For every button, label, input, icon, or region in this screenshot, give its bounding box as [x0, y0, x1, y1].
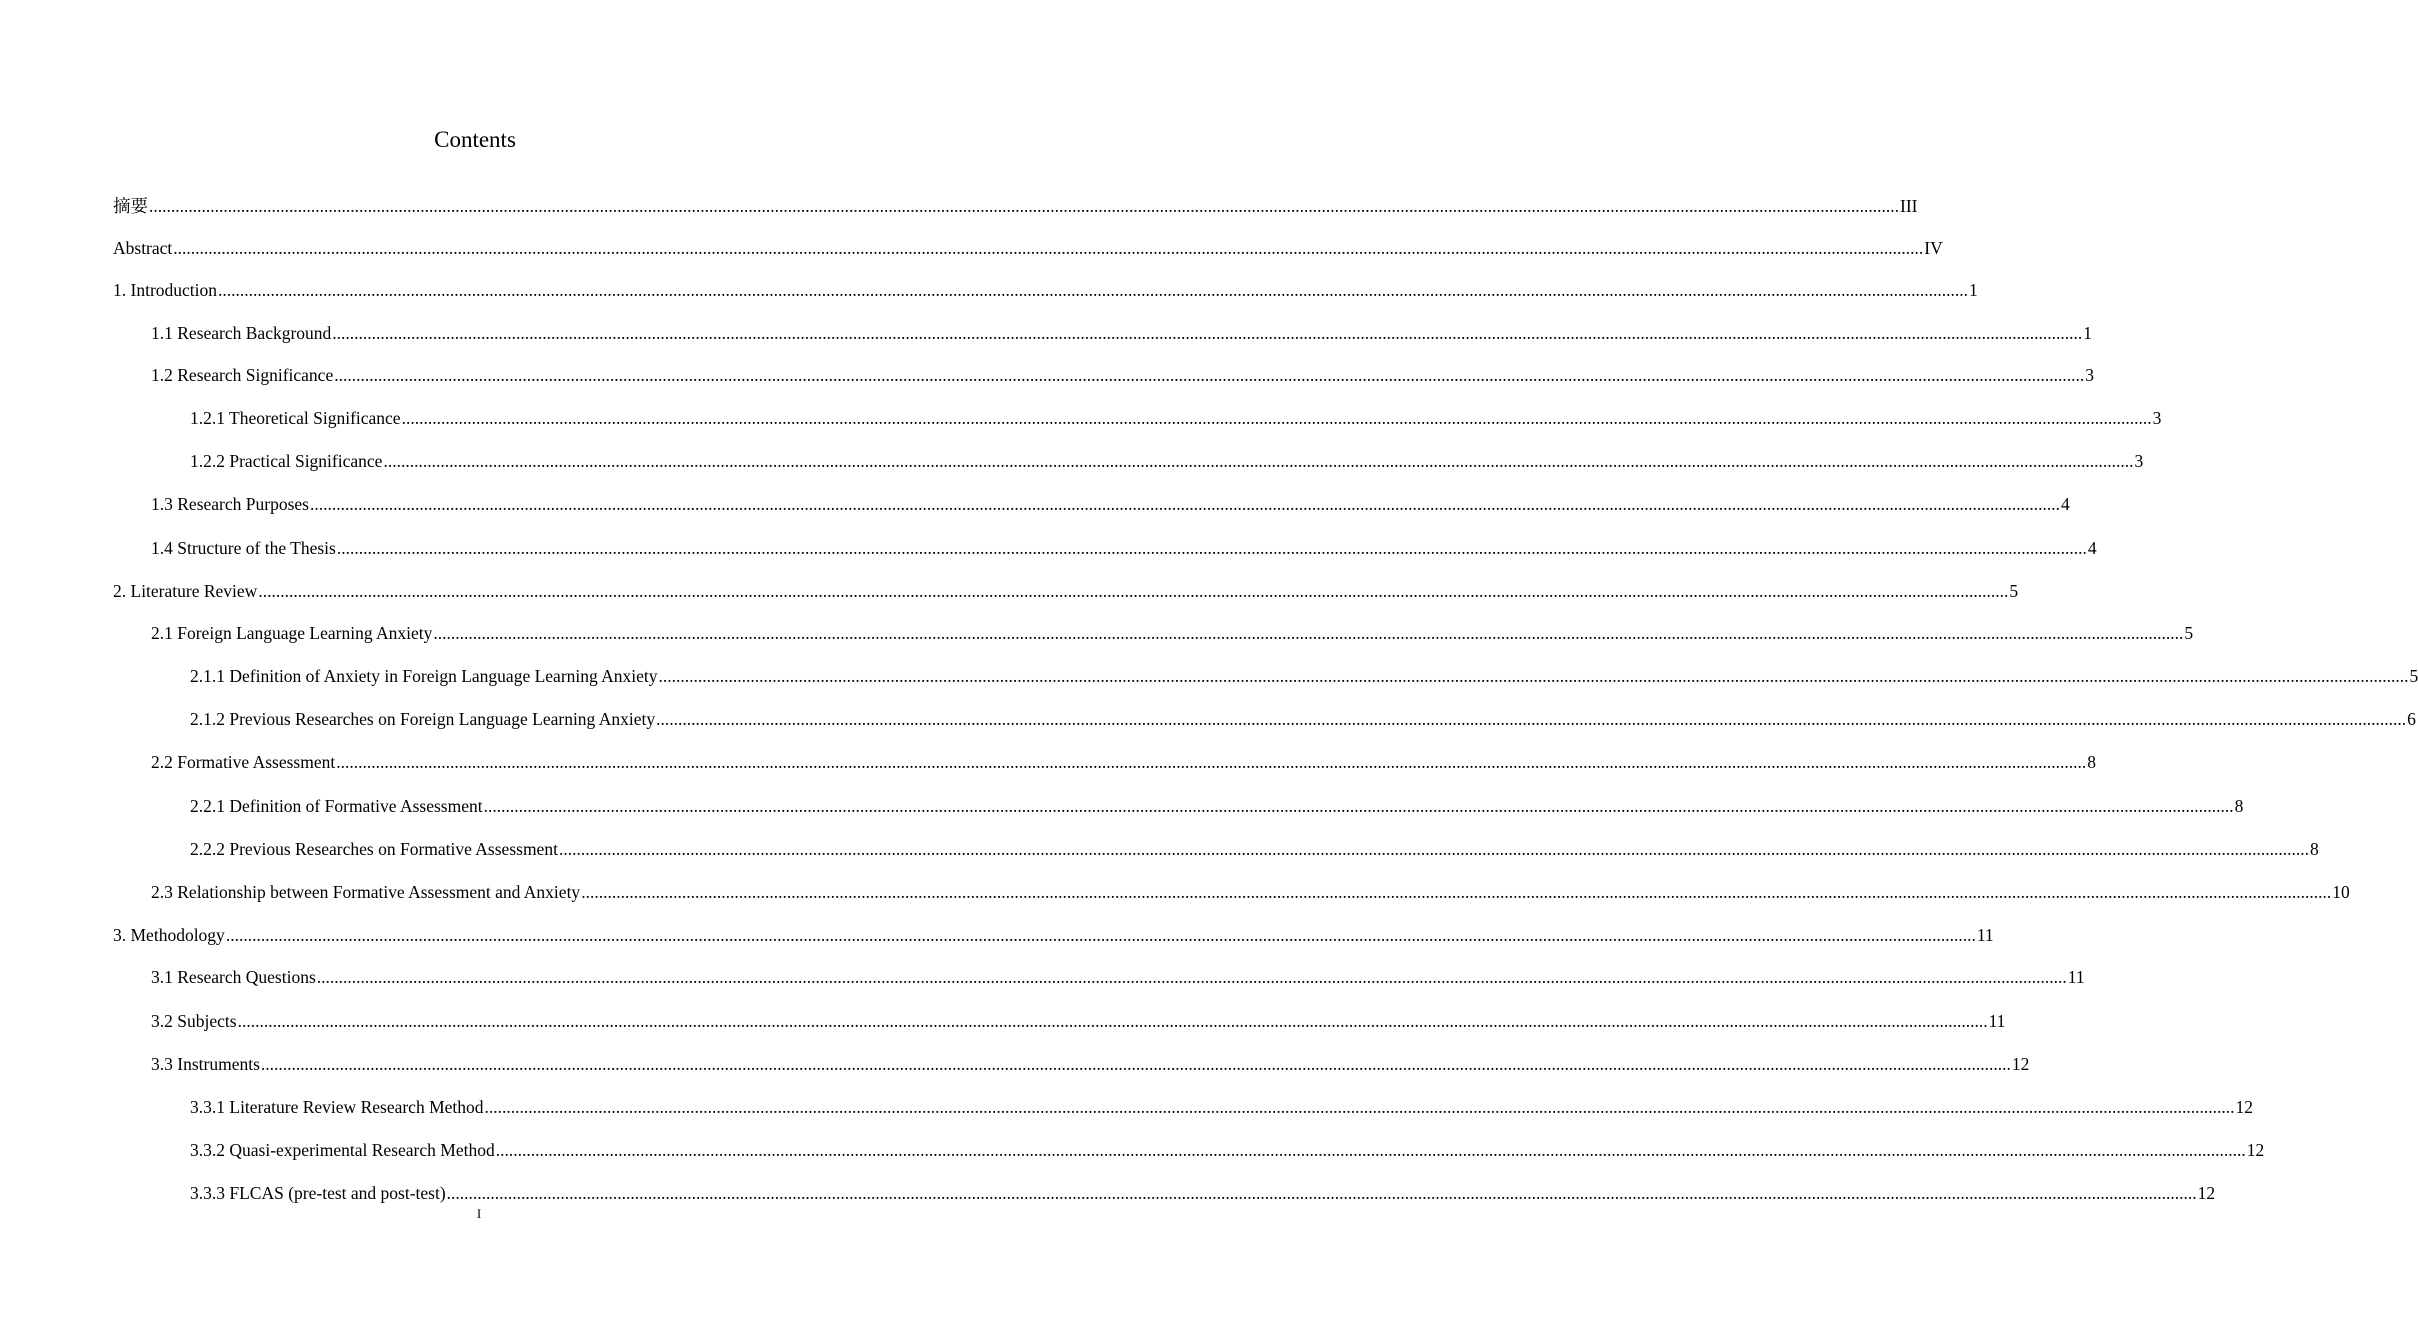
- dot-leader: ................................................................................................................................................................................................................................................................................................................................................................................................................: [309, 494, 2060, 514]
- toc-entry-title: 2.1.1 Definition of Anxiety in Foreign Language Learning Anxiety: [190, 666, 658, 686]
- toc-entry-title: 2.1 Foreign Language Learning Anxiety: [151, 623, 433, 643]
- dot-leader: ................................................................................................................................................................................................................................................................................................................................................................................................................: [483, 796, 2234, 816]
- toc-entry-page: 6: [2407, 709, 2416, 729]
- toc-entry-title: 2.1.2 Previous Researches on Foreign Language Learning Anxiety: [190, 709, 656, 729]
- toc-entry[interactable]: [113, 236, 1943, 260]
- toc-entry-page: 10: [2332, 882, 2350, 902]
- toc-entry[interactable]: [190, 1181, 2216, 1205]
- toc-entry-title: 3.3 Instruments: [151, 1054, 260, 1074]
- toc-entry[interactable]: [151, 363, 2094, 387]
- toc-entry-title: 1.3 Research Purposes: [151, 494, 309, 514]
- toc-entry-page: 3: [2134, 451, 2144, 471]
- toc-entry-title: 摘要: [113, 196, 148, 216]
- toc-entry[interactable]: [151, 536, 2097, 560]
- dot-leader: ................................................................................................................................................................................................................................................................................................................................................................................................................: [433, 623, 2184, 643]
- dot-leader: ................................................................................................................................................................................................................................................................................................................................................................................................................: [383, 451, 2134, 471]
- dot-leader: ................................................................................................................................................................................................................................................................................................................................................................................................................: [334, 365, 2085, 385]
- toc-entry[interactable]: [190, 1095, 2254, 1119]
- toc-entry[interactable]: [190, 406, 2162, 430]
- toc-entry-page: 12: [2011, 1054, 2030, 1074]
- toc-entry[interactable]: [113, 923, 1994, 947]
- toc-entry-page: 4: [2087, 538, 2097, 558]
- toc-entry-title: 3.3.1 Literature Review Research Method: [190, 1097, 484, 1117]
- toc-entry-page: III: [1900, 196, 1918, 216]
- dot-leader: ................................................................................................................................................................................................................................................................................................................................................................................................................: [316, 967, 2067, 987]
- toc-entry-title: 2.2.2 Previous Researches on Formative Assessment: [190, 839, 558, 859]
- toc-entry[interactable]: [151, 621, 2194, 645]
- toc-entry[interactable]: [190, 837, 2319, 861]
- toc-entry[interactable]: [151, 1052, 2030, 1076]
- toc-entry[interactable]: [151, 750, 2096, 774]
- toc-entry-title: 1.2.2 Practical Significance: [190, 451, 383, 471]
- toc-entry-title: 2.2 Formative Assessment: [151, 752, 336, 772]
- toc-entry-page: 1: [1969, 280, 1978, 300]
- dot-leader: ................................................................................................................................................................................................................................................................................................................................................................................................................: [336, 752, 2087, 772]
- toc-entry[interactable]: [151, 492, 2070, 516]
- toc-entry[interactable]: [151, 880, 2350, 904]
- toc-entry-page: 4: [2060, 494, 2070, 514]
- toc-entry[interactable]: [190, 794, 2244, 818]
- toc-entry-title: 3. Methodology: [113, 925, 225, 945]
- dot-leader: ................................................................................................................................................................................................................................................................................................................................................................................................................: [558, 839, 2309, 859]
- toc-entry-page: 11: [1988, 1011, 2006, 1031]
- toc-entry-page: 11: [2067, 967, 2085, 987]
- dot-leader: ................................................................................................................................................................................................................................................................................................................................................................................................................: [446, 1183, 2197, 1203]
- toc-entry-page: 1: [2083, 323, 2093, 343]
- toc-entry-title: 3.2 Subjects: [151, 1011, 237, 1031]
- toc-entry-title: 1.4 Structure of the Thesis: [151, 538, 336, 558]
- toc-entry[interactable]: [190, 449, 2144, 473]
- dot-leader: ................................................................................................................................................................................................................................................................................................................................................................................................................: [656, 709, 2407, 729]
- toc-entry-title: 3.3.2 Quasi-experimental Research Method: [190, 1140, 495, 1160]
- page-title: Contents: [434, 127, 516, 152]
- dot-leader: ................................................................................................................................................................................................................................................................................................................................................................................................................: [401, 408, 2152, 428]
- dot-leader: ................................................................................................................................................................................................................................................................................................................................................................................................................: [495, 1140, 2246, 1160]
- toc-entry-page: 3: [2085, 365, 2094, 385]
- dot-leader: ................................................................................................................................................................................................................................................................................................................................................................................................................: [336, 538, 2087, 558]
- toc-entry[interactable]: [113, 579, 2019, 603]
- toc-entry-page: 8: [2087, 752, 2096, 772]
- toc-entry-page: IV: [1924, 238, 1943, 258]
- toc-entry-title: 2.3 Relationship between Formative Assessment and Anxiety: [151, 882, 581, 902]
- toc-entry-title: 2.2.1 Definition of Formative Assessment: [190, 796, 483, 816]
- dot-leader: ................................................................................................................................................................................................................................................................................................................................................................................................................: [260, 1054, 2011, 1074]
- dot-leader: ................................................................................................................................................................................................................................................................................................................................................................................................................: [581, 882, 2332, 902]
- toc-entry-title: 2. Literature Review: [113, 581, 258, 601]
- toc-entry-title: 1.2 Research Significance: [151, 365, 334, 385]
- toc-entry[interactable]: [113, 194, 1918, 218]
- toc-entry-page: 5: [2409, 666, 2418, 686]
- toc-entry-page: 5: [2184, 623, 2194, 643]
- toc-entry[interactable]: [190, 707, 2416, 731]
- toc-entry-page: 11: [1976, 925, 1994, 945]
- toc-entry-page: 12: [2197, 1183, 2216, 1203]
- toc-entry[interactable]: [151, 321, 2093, 345]
- toc-entry-title: 1.2.1 Theoretical Significance: [190, 408, 401, 428]
- page-number: I: [476, 1206, 482, 1221]
- dot-leader: ................................................................................................................................................................................................................................................................................................................................................................................................................: [149, 196, 1899, 216]
- toc-entry-title: 1.1 Research Background: [151, 323, 332, 343]
- dot-leader: ................................................................................................................................................................................................................................................................................................................................................................................................................: [218, 280, 1969, 300]
- toc-entry-title: 3.3.3 FLCAS (pre-test and post-test): [190, 1183, 446, 1203]
- toc-entry-page: 12: [2235, 1097, 2254, 1117]
- toc-entry[interactable]: [151, 1009, 2006, 1033]
- toc-entry[interactable]: [190, 1138, 2265, 1162]
- toc-entry-title: 1. Introduction: [113, 280, 218, 300]
- toc-entry-page: 8: [2234, 796, 2244, 816]
- dot-leader: ................................................................................................................................................................................................................................................................................................................................................................................................................: [332, 323, 2083, 343]
- dot-leader: ................................................................................................................................................................................................................................................................................................................................................................................................................: [658, 666, 2409, 686]
- toc-entry-page: 12: [2246, 1140, 2265, 1160]
- toc-entry-title: Abstract: [113, 238, 173, 258]
- toc-entry-title: 3.1 Research Questions: [151, 967, 316, 987]
- dot-leader: ................................................................................................................................................................................................................................................................................................................................................................................................................: [173, 238, 1924, 258]
- toc-entry-page: 3: [2152, 408, 2162, 428]
- toc-entry-page: 5: [2009, 581, 2019, 601]
- toc-entry[interactable]: [113, 278, 1978, 302]
- dot-leader: ................................................................................................................................................................................................................................................................................................................................................................................................................: [258, 581, 2009, 601]
- toc-entry[interactable]: [151, 965, 2085, 989]
- toc-entry[interactable]: [190, 664, 2418, 688]
- toc-entry-page: 8: [2309, 839, 2319, 859]
- dot-leader: ................................................................................................................................................................................................................................................................................................................................................................................................................: [237, 1011, 1988, 1031]
- dot-leader: ................................................................................................................................................................................................................................................................................................................................................................................................................: [225, 925, 1976, 945]
- dot-leader: ................................................................................................................................................................................................................................................................................................................................................................................................................: [484, 1097, 2235, 1117]
